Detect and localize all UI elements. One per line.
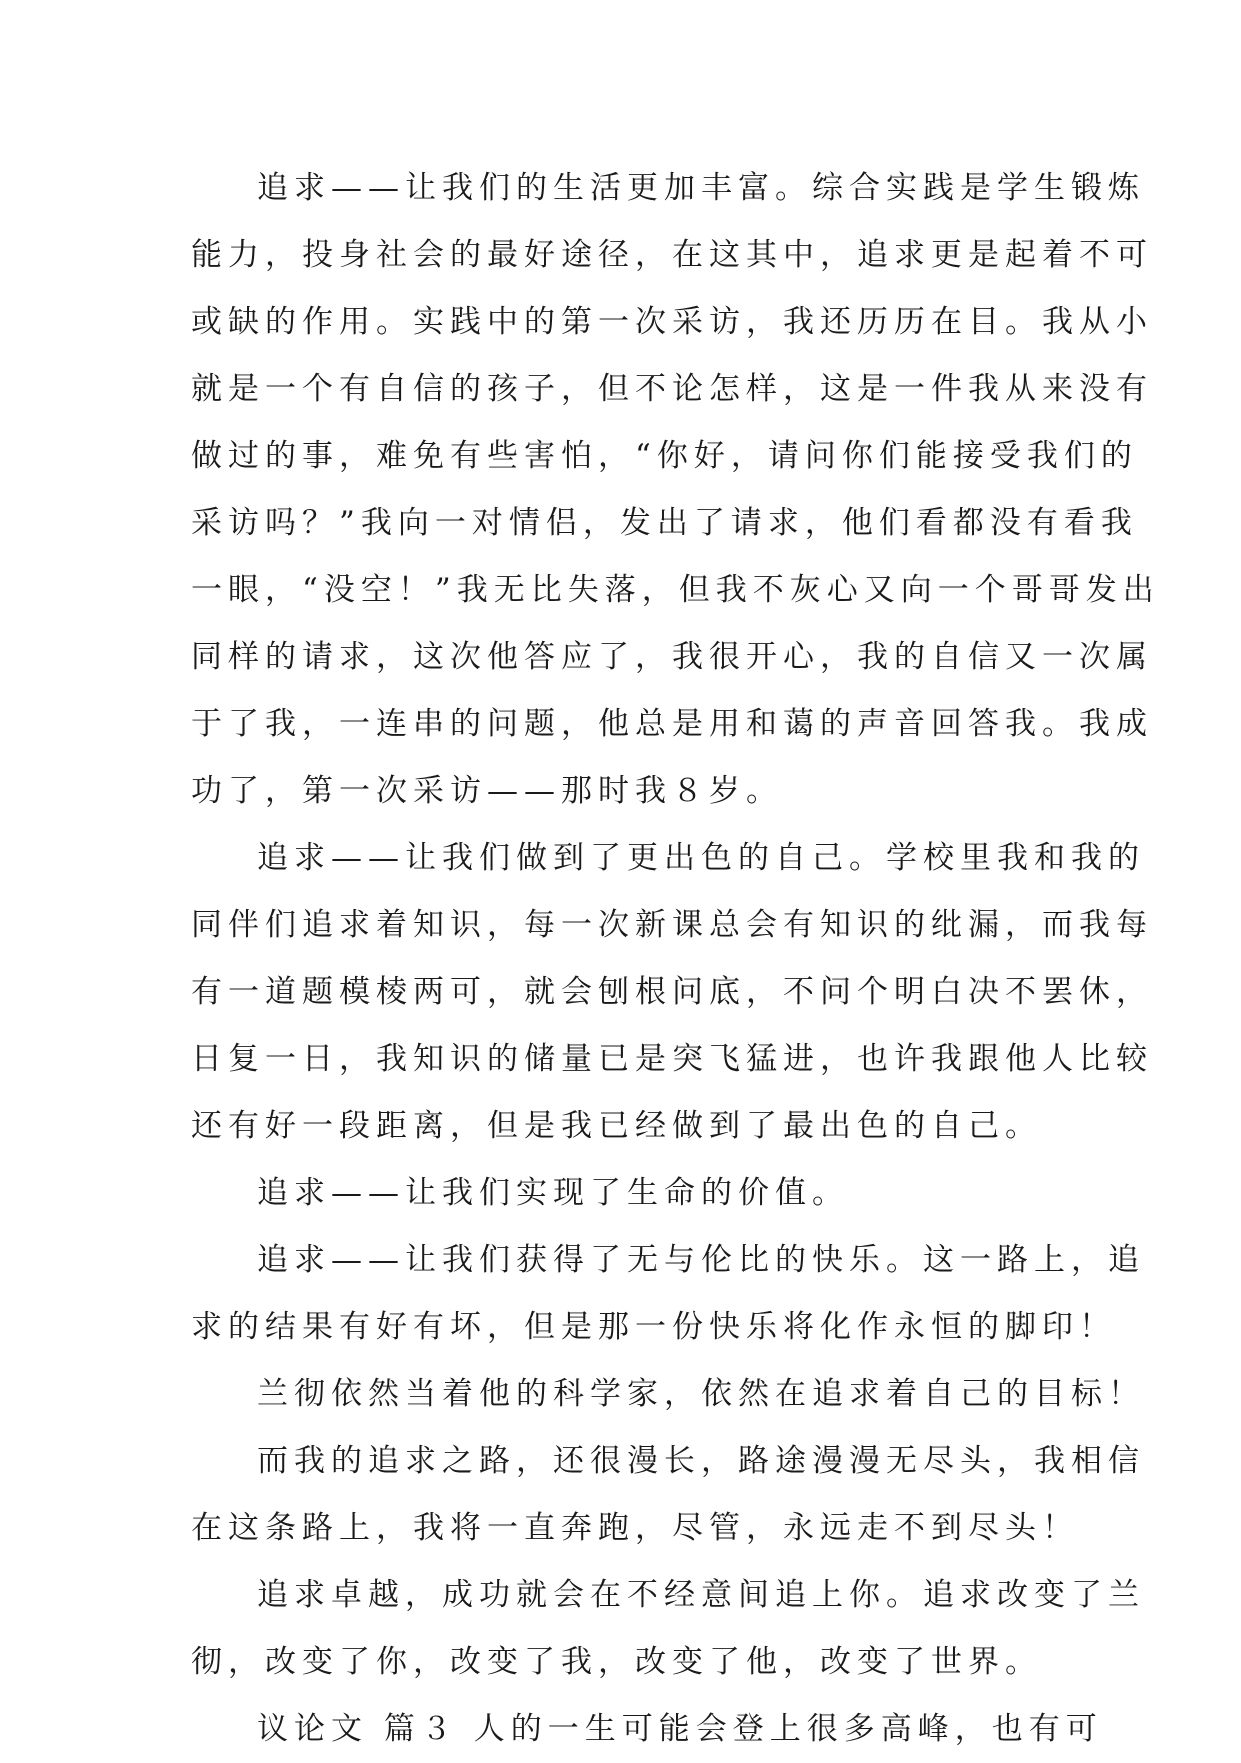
text-line: 能力，投身社会的最好途径，在这其中，追求更是起着不可 — [191, 237, 1153, 273]
text-line: 同伴们追求着知识，每一次新课总会有知识的纰漏，而我每 — [191, 907, 1153, 943]
text-line: 或缺的作用。实践中的第一次采访，我还历历在目。我从小 — [191, 304, 1153, 340]
text-line: 就是一个有自信的孩子，但不论怎样，这是一件我从来没有 — [191, 371, 1153, 407]
text-line: 议论文 篇３ 人的一生可能会登上很多高峰，也有可 — [257, 1711, 1103, 1747]
text-line: 追求——让我们获得了无与伦比的快乐。这一路上，追 — [257, 1242, 1145, 1278]
text-line: 而我的追求之路，还很漫长，路途漫漫无尽头，我相信 — [257, 1443, 1145, 1479]
text-line: 追求——让我们实现了生命的价值。 — [257, 1175, 849, 1211]
text-line: 追求——让我们的生活更加丰富。综合实践是学生锻炼 — [257, 170, 1145, 206]
text-line: 于了我，一连串的问题，他总是用和蔼的声音回答我。我成 — [191, 706, 1153, 742]
text-line: 日复一日，我知识的储量已是突飞猛进，也许我跟他人比较 — [191, 1041, 1153, 1077]
text-line: 同样的请求，这次他答应了，我很开心，我的自信又一次属 — [191, 639, 1153, 675]
text-line: 追求——让我们做到了更出色的自己。学校里我和我的 — [257, 840, 1145, 876]
text-line: 还有好一段距离，但是我已经做到了最出色的自己。 — [191, 1108, 1042, 1144]
text-line: 有一道题模棱两可，就会刨根问底，不问个明白决不罢休， — [191, 974, 1153, 1010]
text-line: 兰彻依然当着他的科学家，依然在追求着自己的目标！ — [257, 1376, 1145, 1412]
text-line: 做过的事，难免有些害怕，“你好，请问你们能接受我们的 — [191, 438, 1138, 474]
text-line: 彻，改变了你，改变了我，改变了他，改变了世界。 — [191, 1644, 1042, 1680]
text-line: 求的结果有好有坏，但是那一份快乐将化作永恒的脚印！ — [191, 1309, 1116, 1345]
text-line: 一眼，“没空！”我无比失落，但我不灰心又向一个哥哥发出 — [191, 572, 1160, 608]
text-line: 在这条路上，我将一直奔跑，尽管，永远走不到尽头！ — [191, 1510, 1079, 1546]
body-text — [191, 155, 1160, 1763]
text-line: 追求卓越，成功就会在不经意间追上你。追求改变了兰 — [257, 1577, 1145, 1613]
text-line: 采访吗？”我向一对情侣，发出了请求，他们看都没有看我 — [191, 505, 1138, 541]
text-line: 功了，第一次采访——那时我８岁。 — [191, 773, 783, 809]
